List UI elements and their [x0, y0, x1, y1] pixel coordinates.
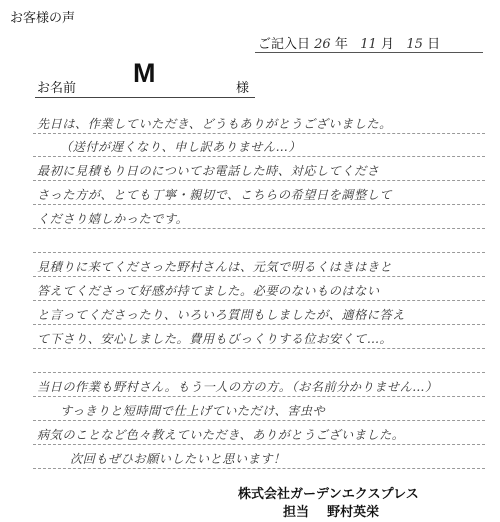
ruled-line — [33, 180, 485, 181]
name-label: お名前 — [37, 81, 77, 96]
ruled-line — [33, 372, 485, 373]
comment-line: と言ってくださったり、いろいろ質問もしましたが、適格に答え — [37, 308, 405, 322]
ruled-line — [33, 252, 485, 253]
staff-name: 野村英栄 — [327, 505, 380, 520]
ruled-line — [33, 420, 485, 421]
date-day: 15 — [406, 37, 423, 52]
ruled-line — [33, 300, 485, 301]
ruled-line — [33, 444, 485, 445]
date-underline — [255, 52, 483, 53]
ruled-line — [33, 133, 485, 134]
comment-line: 先日は、作業していただき、どうもありがとうございました。 — [37, 117, 392, 131]
comment-line: 病気のことなど色々教えていただき、ありがとうございました。 — [37, 428, 405, 442]
comment-line: 次回もぜひお願いしたいと思います！ — [70, 452, 286, 466]
ruled-line — [33, 204, 485, 205]
honorific: 様 — [236, 81, 250, 96]
date-month: 11 — [360, 37, 377, 52]
entry-date — [258, 33, 440, 52]
comment-line: 最初に見積もり日のについてお電話した時、対応してくださ — [37, 164, 380, 178]
ruled-line — [33, 228, 485, 229]
comment-line: くださり嬉しかったです。 — [37, 212, 189, 226]
ruled-line — [33, 348, 485, 349]
staff-info — [283, 501, 379, 520]
staff-label: 担当 — [283, 505, 310, 520]
ruled-line — [33, 276, 485, 277]
comment-line: さった方が、とても丁寧・親切で、こちらの希望日を調整して — [37, 188, 393, 202]
form-title: お客様の声 — [10, 11, 76, 26]
comment-line: 答えてくださって好感が持てました。必要のないものはない — [37, 284, 380, 298]
comment-line: すっきりと短時間で仕上げていただけ、害虫や — [60, 404, 326, 418]
date-month-unit: 月 — [380, 37, 394, 52]
company-name: 株式会社ガーデンエクスプレス — [238, 487, 419, 502]
comment-line: て下さり、安心しました。費用もびっくりする位お安くて…。 — [37, 332, 393, 346]
date-label: ご記入日 — [258, 37, 311, 52]
comment-line: 当日の作業も野村さん。もう一人の方の方。（お名前分かりません…） — [37, 380, 438, 394]
date-year-unit: 年 — [334, 37, 348, 52]
ruled-line — [33, 396, 485, 397]
ruled-line — [33, 156, 485, 157]
customer-name: M — [133, 58, 156, 88]
comment-line: （送付が遅くなり、申し訳ありません…） — [60, 140, 302, 154]
date-year: 26 — [314, 37, 331, 52]
ruled-line — [33, 324, 485, 325]
comment-line: 見積りに来てくださった野村さんは、元気で明るくはきはきと — [37, 260, 393, 274]
ruled-line — [33, 468, 485, 469]
date-day-unit: 日 — [427, 37, 441, 52]
name-underline — [35, 97, 255, 98]
